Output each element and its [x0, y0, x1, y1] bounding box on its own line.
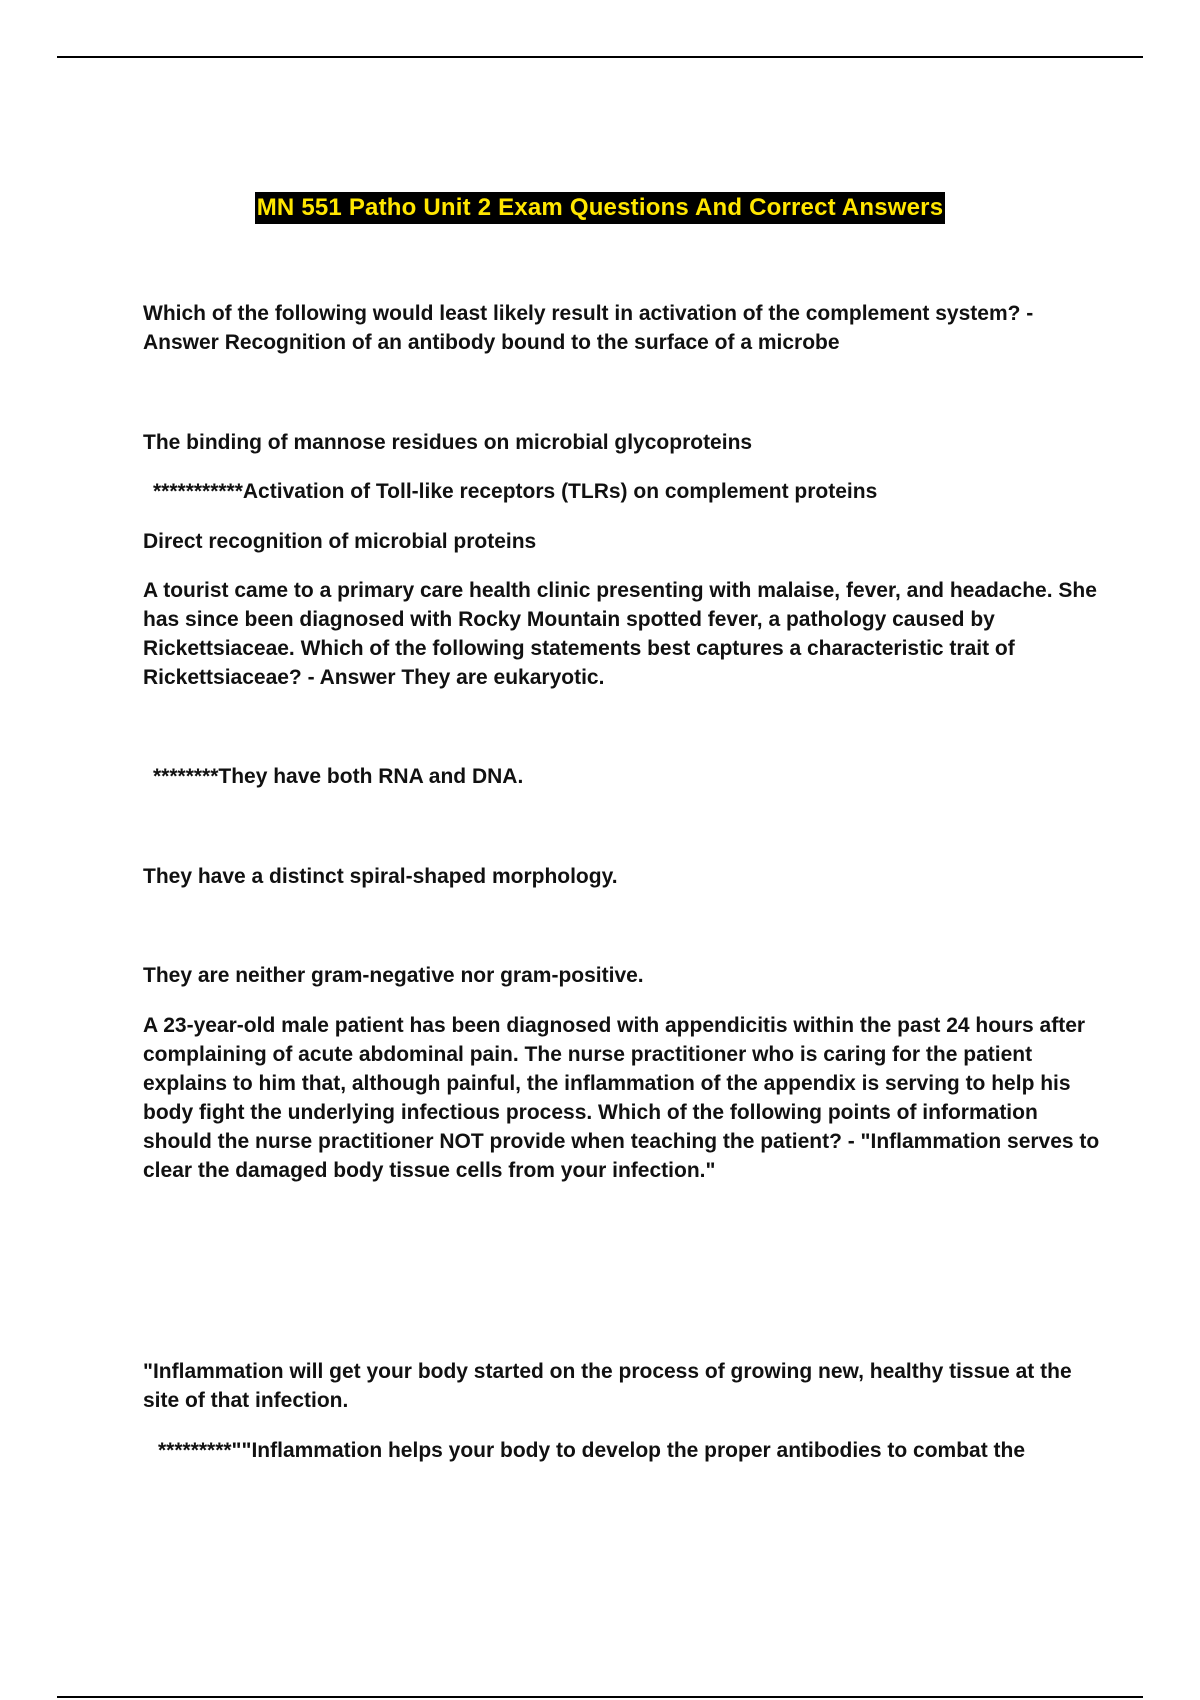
question-2: A tourist came to a primary care health clinic presenting with malaise, fever, and headache. She has since been diagnosed with Rocky Mountain spotted fever, a pathology caused by Rickettsiaceae. Which of the following statements best captures a characteristic trait of Rickettsiaceae? - Answer They are eukaryotic. [143, 579, 1097, 689]
title-block [0, 192, 1200, 224]
document-title: MN 551 Patho Unit 2 Exam Questions And Correct Answers [255, 192, 946, 224]
option-mannose: The binding of mannose residues on microbial glycoproteins [143, 431, 753, 454]
option-spiral: They have a distinct spiral-shaped morphology. [143, 865, 618, 888]
option-antibodies-marked: *********""Inflammation helps your body to develop the proper antibodies to combat the [158, 1439, 1026, 1462]
question-1: Which of the following would least likely result in activation of the complement system? - Answer Recognition of an antibody bound to the surface of a microbe [143, 302, 1034, 354]
option-new-tissue: "Inflammation will get your body started on the process of growing new, healthy tissue at the site of that infection. [143, 1360, 1072, 1412]
option-gram: They are neither gram-negative nor gram-positive. [143, 964, 644, 987]
top-rule [57, 56, 1143, 58]
option-direct-recognition: Direct recognition of microbial proteins [143, 530, 537, 553]
option-rna-dna-marked: ********They have both RNA and DNA. [153, 765, 524, 788]
question-3: A 23-year-old male patient has been diagnosed with appendicitis within the past 24 hours after complaining of acute abdominal pain. The nurse practitioner who is caring for the patient explains to him that, although painful, the inflammation of the appendix is serving to help his body fight the underlying infectious process. Which of the following points of information should the nurse practitioner NOT provide when teaching the patient? - "Inflammation serves to clear the damaged body tissue cells from your infection." [143, 1014, 1100, 1182]
option-tlr-marked: ***********Activation of Toll-like receptors (TLRs) on complement proteins [153, 480, 878, 503]
bottom-rule [57, 1696, 1143, 1698]
